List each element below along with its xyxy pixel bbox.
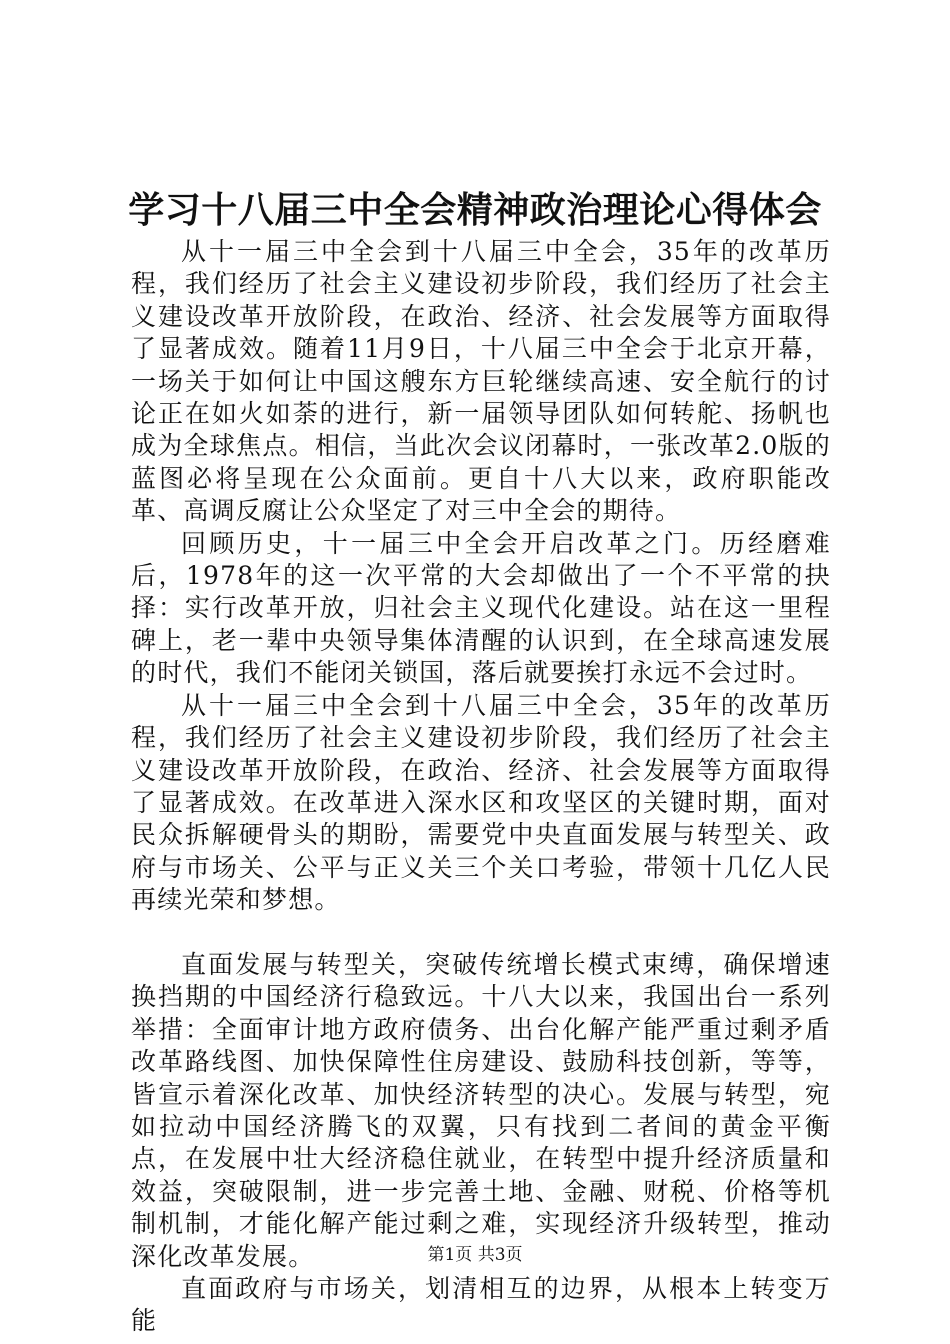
document-title: 学习十八届三中全会精神政治理论心得体会 [128,189,822,231]
paragraph-gap [131,917,831,949]
page-footer: 第1页 共3页 [427,1245,523,1265]
paragraph-2: 回顾历史，十一届三中全会开启改革之门。历经磨难后，1978年的这一次平常的大会却做出了一个不平常的抉择：实行改革开放，归社会主义现代化建设。站在这一里程碑上，老一辈中央领导集体清醒的认识到，在全球高速发展的时代，我们不能闭关锁国，落后就要挨打永远不会过时。 [131,528,831,688]
paragraph-4: 直面发展与转型关，突破传统增长模式束缚，确保增速换挡期的中国经济行稳致远。十八大以来，我国出台一系列举措：全面审计地方政府债务、出台化解产能严重过剩矛盾改革路线图、加快保障性住房建设、鼓励科技创新，等等，皆宣示着深化改革、加快经济转型的决心。发展与转型，宛如拉动中国经济腾飞的双翼，只有找到二者间的黄金平衡点，在发展中壮大经济稳住就业，在转型中提升经济质量和效益，突破限制，进一步完善土地、金融、财税、价格等机制机制，才能化解产能过剩之难，实现经济升级转型，推动深化改革发展。 [131,949,831,1271]
paragraph-5: 直面政府与市场关，划清相互的边界，从根本上转变万能 [131,1273,831,1336]
paragraph-1: 从十一届三中全会到十八届三中全会，35年的改革历程，我们经历了社会主义建设初步阶段，我们经历了社会主义建设改革开放阶段，在政治、经济、社会发展等方面取得了显著成效。随着11月9日，十八届三中全会于北京开幕，一场关于如何让中国这艘东方巨轮继续高速、安全航行的讨论正在如火如荼的进行，新一届领导团队如何转舵、扬帆也成为全球焦点。相信，当此次会议闭幕时，一张改革2.0版的蓝图必将呈现在公众面前。更自十八大以来，政府职能改革、高调反腐让公众坚定了对三中全会的期待。 [131,237,831,526]
document-body [131,236,831,1338]
paragraph-3: 从十一届三中全会到十八届三中全会，35年的改革历程，我们经历了社会主义建设初步阶段，我们经历了社会主义建设改革开放阶段，在政治、经济、社会发展等方面取得了显著成效。在改革进入深水区和攻坚区的关键时期，面对民众拆解硬骨头的期盼，需要党中央直面发展与转型关、政府与市场关、公平与正义关三个关口考验，带领十几亿人民再续光荣和梦想。 [131,690,831,915]
